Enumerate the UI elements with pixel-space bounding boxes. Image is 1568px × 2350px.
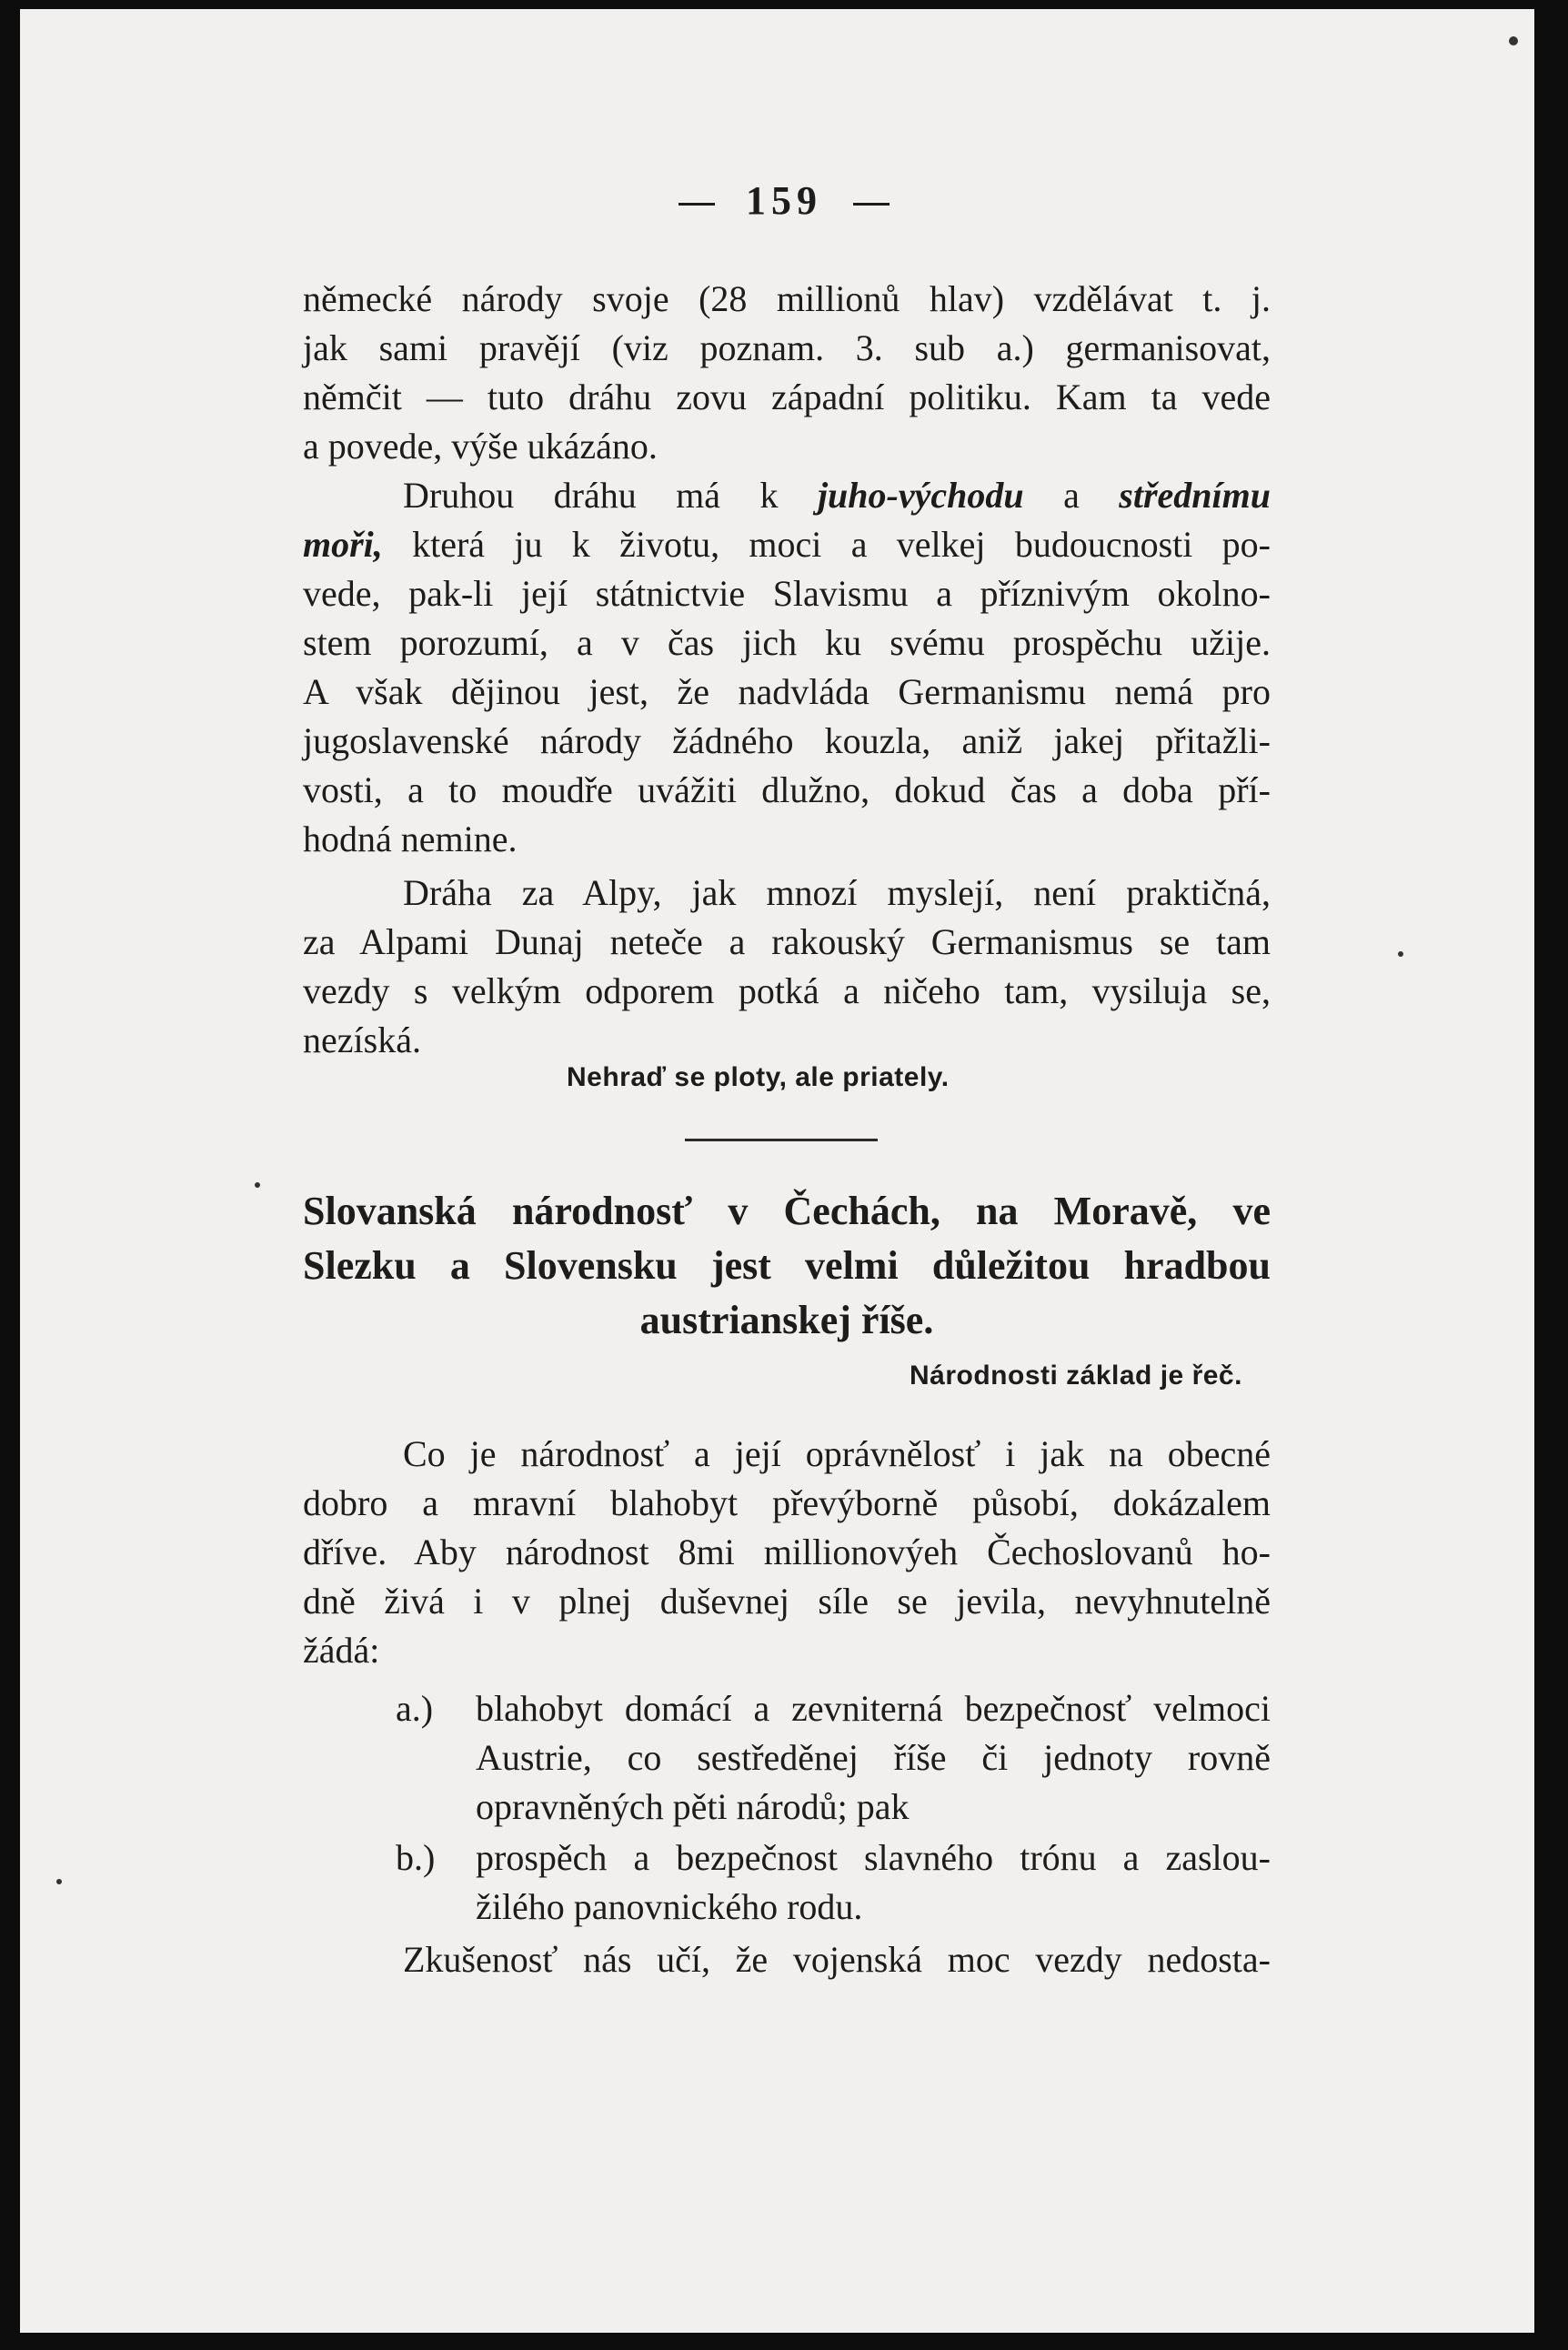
section-heading: Slezku a Slovensku jest velmi důležitou hradbou xyxy=(303,1243,1271,1288)
page-number xyxy=(0,177,1568,224)
section-heading: austrianskej říše. xyxy=(639,1298,934,1342)
text-line: Zkušenosť nás učí, že vojenská moc vezdy nedosta- xyxy=(403,1939,1271,1980)
emphasis: juho-východu xyxy=(817,475,1024,516)
scan-speck xyxy=(255,1182,260,1188)
text-line: A však dějinou jest, že nadvláda Germanismu nemá pro xyxy=(303,671,1271,712)
text-line: Co je národnosť a její oprávnělosť i jak na obecné xyxy=(403,1433,1271,1474)
text-line: žádá: xyxy=(303,1630,380,1671)
text-run: a xyxy=(1023,475,1120,516)
text-line xyxy=(403,471,1271,520)
dash-right xyxy=(853,203,890,206)
text-line: Dráha za Alpy, jak mnozí myslejí, není praktičná, xyxy=(403,872,1271,913)
text-line: dně živá i v plnej duševnej síle se jevila, nevyhnutelně xyxy=(303,1581,1271,1622)
list-line: žilého panovnického rodu. xyxy=(476,1886,863,1927)
text-run: Druhou dráhu má k xyxy=(403,475,818,516)
emphasis: moři, xyxy=(303,524,383,565)
motto: Nehraď se ploty, ale priately. xyxy=(567,1062,950,1092)
section-divider xyxy=(685,1139,878,1141)
scan-speck xyxy=(1398,951,1403,957)
text-line: za Alpami Dunaj neteče a rakouský Germanismus se tam xyxy=(303,921,1271,962)
section-heading: Slovanská národnosť v Čechách, na Moravě, ve xyxy=(303,1189,1271,1233)
text-line: dříve. Aby národnost 8mi millionovýeh Čechoslovanů ho- xyxy=(303,1532,1271,1572)
text-line: vosti, a to moudře uvážiti dlužno, dokud čas a doba pří- xyxy=(303,769,1271,810)
text-line: němčit — tuto dráhu zovu západní politiku. Kam ta vede xyxy=(303,377,1271,417)
scan-speck xyxy=(56,1879,62,1884)
page-number-text: 159 xyxy=(746,178,822,223)
text-line: jak sami pravějí (viz poznam. 3. sub a.) germanisovat, xyxy=(303,327,1271,368)
list-line: opravněných pěti národů; pak xyxy=(476,1786,910,1827)
scan-speck xyxy=(1509,36,1518,45)
text-line: dobro a mravní blahobyt převýborně působí, dokázalem xyxy=(303,1482,1271,1523)
dash-left xyxy=(678,203,715,206)
text-line: hodná nemine. xyxy=(303,818,518,859)
text-line: jugoslavenské národy žádného kouzla, aniž jakej přitažli- xyxy=(303,720,1271,761)
list-label: a.) xyxy=(396,1688,434,1729)
text-line: vede, pak-li její státnictvie Slavismu a příznivým okolno- xyxy=(303,573,1271,614)
text-line: vezdy s velkým odporem potká a ničeho tam, vysiluja se, xyxy=(303,970,1271,1011)
list-line: blahobyt domácí a zevniterná bezpečnosť velmoci xyxy=(476,1688,1271,1729)
list-line: Austrie, co sestředěnej říše či jednoty rovně xyxy=(476,1737,1271,1778)
text-line xyxy=(303,520,1271,569)
list-line: prospěch a bezpečnost slavného trónu a zaslou- xyxy=(476,1837,1271,1878)
text-line: a povede, výše ukázáno. xyxy=(303,426,658,467)
emphasis: střednímu xyxy=(1119,475,1271,516)
text-line: nezíská. xyxy=(303,1019,421,1060)
text-line: stem porozumí, a v čas jich ku svému prospěchu užije. xyxy=(303,622,1271,663)
list-label: b.) xyxy=(396,1837,436,1878)
text-line: německé národy svoje (28 millionů hlav) vzdělávat t. j. xyxy=(303,278,1271,319)
motto: Národnosti základ je řeč. xyxy=(910,1361,1242,1391)
text-run: která ju k životu, moci a velkej budoucnosti po- xyxy=(382,524,1271,565)
